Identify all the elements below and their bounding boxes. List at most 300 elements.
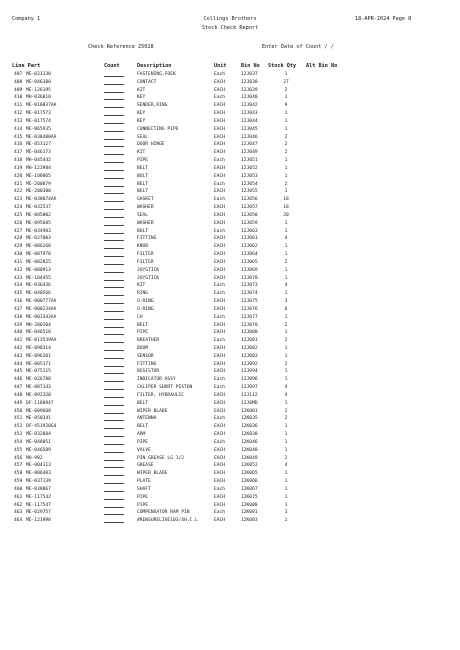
line-number: 430 [14,252,23,258]
part-number: ME-004113 [26,463,51,469]
unit: EACH [214,267,226,273]
line-number: 424 [14,205,23,211]
count-entry-field[interactable] [104,358,124,359]
bin-number: 12J073 [241,283,258,289]
count-entry-field[interactable] [104,178,124,179]
table-row [0,204,460,212]
part-number: ME-013539AA [26,338,57,344]
part-number: ME-000777AA [26,299,57,305]
count-entry-field[interactable] [104,467,124,468]
report-subtitle: Stock Check Report [201,25,259,31]
part-number: ME-200079 [26,181,51,187]
description: GASKET [137,197,154,203]
unit: Each [214,181,226,187]
count-entry-field[interactable] [104,428,124,429]
count-entry-field[interactable] [104,319,124,320]
unit: EACH [214,189,226,195]
bin-number: 12J064 [241,252,258,258]
table-row [0,165,460,173]
table-row [0,87,460,95]
stock-qty: 1 [284,439,288,445]
part-number: ME-027003 [26,236,51,242]
line-number: 443 [14,353,23,359]
unit: Each [214,291,226,297]
description: CONNECTING PIPE [137,126,179,132]
count-entry-field[interactable] [104,491,124,492]
line-number: 432 [14,267,23,273]
count-entry-field[interactable] [104,522,124,523]
table-row [0,282,460,290]
description: BELT [137,400,149,406]
unit: EACH [214,392,226,398]
description: PIPE [137,494,149,500]
table-row [0,361,460,369]
table-row [0,470,460,478]
table-row [0,353,460,361]
line-number: 423 [14,197,23,203]
count-entry-field[interactable] [104,162,124,163]
stock-qty: 1 [284,126,288,132]
part-number: ME-038480AA [26,134,57,140]
count-entry-field[interactable] [104,405,124,406]
stock-qty: 1 [284,118,288,124]
part-number: MH-280104 [26,322,51,328]
description: O-RING [137,306,154,312]
line-number: 460 [14,486,23,492]
bin-number: 12J056 [241,197,258,203]
table-row [0,94,460,102]
count-entry-field[interactable] [104,264,124,265]
line-number: 411 [14,103,23,109]
unit: EACH [214,252,226,258]
count-entry-field[interactable] [104,366,124,367]
count-entry-field[interactable] [104,170,124,171]
stock-qty: 2 [284,361,288,367]
table-row [0,79,460,87]
unit: EACH [214,447,226,453]
bin-number: 12J038 [241,79,258,85]
count-entry-field[interactable] [104,287,124,288]
stock-qty: 1 [284,479,288,485]
description: VALVE [137,447,151,453]
bin-number: 12J044 [241,118,258,124]
bin-number: 12J097 [241,385,258,391]
unit: EACH [214,134,226,140]
stock-qty: 2 [284,322,288,328]
line-number: 413 [14,118,23,124]
unit: Each [214,283,226,289]
line-number: 456 [14,455,23,461]
count-entry-field[interactable] [104,381,124,382]
count-entry-field[interactable] [104,84,124,85]
table-row [0,447,460,455]
part-number: ME-065935 [26,126,51,132]
count-entry-field[interactable] [104,507,124,508]
stock-qty: 4 [284,236,288,242]
description: SENSOR [137,353,154,359]
unit: EACH [214,322,226,328]
count-entry-field[interactable] [104,483,124,484]
part-number: MH-902 [26,455,43,461]
table-row [0,486,460,494]
stock-qty: 1 [284,111,288,117]
description: SENDER,RING [137,103,168,109]
stock-qty: 1 [284,95,288,101]
count-entry-field[interactable] [104,413,124,414]
part-number: ME-005371 [26,361,51,367]
description: #RENSURELIVE103/4H.C.L [137,518,198,524]
table-row [0,415,460,423]
stock-qty: 2 [284,338,288,344]
count-entry-field[interactable] [104,397,124,398]
description: KEY [137,118,146,124]
count-entry-field[interactable] [104,452,124,453]
table-row [0,314,460,322]
description: KNOB [137,244,149,250]
line-number: 427 [14,228,23,234]
count-entry-field[interactable] [104,334,124,335]
part-number: ME-095605 [26,220,51,226]
part-number: ME-046173 [26,150,51,156]
stock-table-body [0,71,460,525]
bin-number: 12J046 [241,134,258,140]
count-entry-field[interactable] [104,186,124,187]
count-entry-field[interactable] [104,514,124,515]
part-number: ME-036436 [26,283,51,289]
enter-date-of-count: Enter Date of Count / / [262,44,334,50]
count-entry-field[interactable] [104,460,124,461]
stock-qty: 1 [284,275,288,281]
bin-number: 12J061 [241,236,258,242]
stock-qty: 1 [284,353,288,359]
count-entry-field[interactable] [104,280,124,281]
count-entry-field[interactable] [104,76,124,77]
stock-qty: 1 [284,244,288,250]
description: FITTING [137,236,157,242]
stock-qty: 1 [284,424,288,430]
description: GREASE [137,463,154,469]
col-stock-qty: Stock Qty [268,63,297,69]
line-number: 421 [14,181,23,187]
table-row [0,431,460,439]
stock-qty: 2 [284,150,288,156]
count-entry-field[interactable] [104,193,124,194]
description: FILTER, HYDRAULIC [137,392,185,398]
description: CH [137,314,143,320]
count-entry-field[interactable] [104,475,124,476]
table-row [0,376,460,384]
description: ARM [137,432,146,438]
count-entry-field[interactable] [104,327,124,328]
count-entry-field[interactable] [104,444,124,445]
bin-number: 12J112 [241,392,258,398]
count-entry-field[interactable] [104,272,124,273]
stock-qty: 2 [284,455,288,461]
stock-qty: 1 [284,447,288,453]
count-entry-field[interactable] [104,92,124,93]
description: FILTER [137,252,154,258]
count-entry-field[interactable] [104,107,124,108]
line-number: 418 [14,158,23,164]
unit: EACH [214,299,226,305]
bin-number: 12K035 [241,416,258,422]
line-number: 431 [14,259,23,265]
bin-number: 12J081 [241,338,258,344]
unit: Each [214,385,226,391]
stock-qty: 1 [284,377,288,383]
stock-qty: 4 [284,392,288,398]
count-entry-field[interactable] [104,295,124,296]
stock-qty: 2 [284,181,288,187]
table-row [0,196,460,204]
line-number: 409 [14,87,23,93]
bin-number: 12J043 [241,111,258,117]
part-number: DF-451920G4 [26,424,57,430]
count-entry-field[interactable] [104,201,124,202]
bin-number: 12J059 [241,220,258,226]
table-row [0,408,460,416]
table-row [0,235,460,243]
bin-number: 12J042 [241,103,258,109]
stock-qty: 1 [284,400,288,406]
table-row [0,400,460,408]
table-row [0,149,460,157]
line-number: 414 [14,126,23,132]
description: KIT [137,150,146,156]
part-number: ME-046589 [26,447,51,453]
bin-number: 12K036 [241,424,258,430]
bin-number: 12J063 [241,228,258,234]
count-entry-field[interactable] [104,233,124,234]
count-entry-field[interactable] [104,303,124,304]
part-number: ME-053127 [26,142,51,148]
bin-number: 12K083 [241,518,258,524]
stock-qty: 3 [284,299,288,305]
unit: Each [214,377,226,383]
bin-number: 12K066 [241,479,258,485]
description: PIPE [137,330,149,336]
count-entry-field[interactable] [104,311,124,312]
stock-qty: 2 [284,134,288,140]
count-entry-field[interactable] [104,139,124,140]
line-number: 441 [14,338,23,344]
description: PIPE [137,502,149,508]
stock-qty: 1 [284,314,288,320]
bin-number: 12J8MD [241,400,258,406]
description: O-RING [137,299,154,305]
table-row [0,126,460,134]
unit: EACH [214,408,226,414]
count-entry-field[interactable] [104,225,124,226]
stock-qty: 1 [284,291,288,297]
table-row [0,118,460,126]
bin-number: 12K048 [241,447,258,453]
line-number: 420 [14,173,23,179]
description: BELT [137,181,149,187]
count-entry-field[interactable] [104,342,124,343]
part-number: ME-021130 [26,72,51,77]
table-row [0,110,460,118]
bin-number: 12J054 [241,181,258,187]
count-entry-field[interactable] [104,115,124,116]
table-row [0,275,460,283]
part-number: MH-036818 [26,95,51,101]
part-number: ME-038067 [26,486,51,492]
unit: EACH [214,275,226,281]
part-number: MH-123984 [26,165,51,171]
line-number: 408 [14,79,23,85]
description: BELT [137,424,149,430]
unit: EACH [214,259,226,265]
stock-qty: 4 [284,463,288,469]
unit: EACH [214,150,226,156]
description: FILTER [137,259,154,265]
count-entry-field[interactable] [104,389,124,390]
unit: EACH [214,353,226,359]
part-number: ME-082825 [26,259,51,265]
bin-number: 12J051 [241,158,258,164]
count-entry-field[interactable] [104,154,124,155]
part-number: ME-017574 [26,118,51,124]
part-number: ME-075115 [26,369,51,375]
line-number: 461 [14,494,23,500]
count-entry-field[interactable] [104,373,124,374]
stock-qty: 1 [284,345,288,351]
description: BELT [137,165,149,171]
unit: EACH [214,494,226,500]
count-entry-field[interactable] [104,217,124,218]
check-reference: Check Reference 25028 [88,44,154,50]
stock-qty: 1 [284,220,288,226]
table-row [0,494,460,502]
report-header [0,14,460,36]
unit: Each [214,439,226,445]
bin-number: 12J069 [241,267,258,273]
bin-number: 12J070 [241,275,258,281]
line-number: 447 [14,385,23,391]
part-number: ME-108865 [26,173,51,179]
unit: EACH [214,220,226,226]
bin-number: 12J049 [241,150,258,156]
bin-number: 12K049 [241,455,258,461]
line-number: 444 [14,361,23,367]
description: SEAL [137,212,149,218]
description: PIPE [137,439,149,445]
count-entry-field[interactable] [104,248,124,249]
bin-number: 12J080 [241,330,258,336]
part-number: ME-080913 [26,267,51,273]
stock-qty: 2 [284,142,288,148]
count-entry-field[interactable] [104,499,124,500]
count-entry-field[interactable] [104,123,124,124]
part-number: ME-037139 [26,479,51,485]
part-number: ME-006403 [26,471,51,477]
bin-number: 12J058 [241,212,258,218]
bin-number: 12J096 [241,377,258,383]
description: INDICATOR ASSY [137,377,176,383]
description: WASHER [137,205,154,211]
col-alt-bin-no: Alt Bin No [306,63,338,69]
count-entry-field[interactable] [104,256,124,257]
part-number: ME-000234AA [26,306,57,312]
count-entry-field[interactable] [104,99,124,100]
col-bin-no: Bin No [241,63,260,69]
part-number: ME-046518 [26,330,51,336]
bin-number: 12J077 [241,314,258,320]
part-number: ME-085002 [26,212,51,218]
line-number: 425 [14,212,23,218]
count-entry-field[interactable] [104,209,124,210]
unit: EACH [214,306,226,312]
table-row [0,345,460,353]
bin-number: 12J075 [241,299,258,305]
part-number: ME-086260 [26,244,51,250]
col-line-part: Line Part [12,63,41,69]
count-entry-field[interactable] [104,146,124,147]
part-number: ME-200380 [26,189,51,195]
table-row [0,517,460,525]
count-entry-field[interactable] [104,131,124,132]
part-number: ME-009600 [26,408,51,414]
part-number: ME-087978 [26,252,51,258]
table-row [0,509,460,517]
part-number: ME-104455 [26,275,51,281]
bin-number: 12J055 [241,189,258,195]
count-entry-field[interactable] [104,420,124,421]
description: RING [137,291,149,297]
unit: Each [214,158,226,164]
unit: Each [214,95,226,101]
count-entry-field[interactable] [104,240,124,241]
table-row [0,502,460,510]
description: JOYSTICK [137,267,160,273]
line-number: 458 [14,471,23,477]
bin-number: 12J062 [241,244,258,250]
stock-qty: 1 [284,267,288,273]
table-row [0,228,460,236]
part-number: ME-046380 [26,79,51,85]
line-number: 462 [14,502,23,508]
description: BELT [137,189,149,195]
part-number: ME-048051 [26,439,51,445]
description: BREATHER [137,338,160,344]
description: PIN GREASE LG 1/2 [137,455,185,461]
bin-number: 12J057 [241,205,258,211]
part-number: ME-117542 [26,494,51,500]
stock-qty: 2 [284,87,288,93]
part-number: ME-001343AA [26,314,57,320]
line-number: 438 [14,314,23,320]
table-row [0,251,460,259]
count-entry-field[interactable] [104,436,124,437]
bin-number: 12K065 [241,471,258,477]
part-number: ME-096201 [26,353,51,359]
col-description: Description [137,63,172,69]
table-row [0,220,460,228]
table-row [0,306,460,314]
unit: EACH [214,369,226,375]
unit: Each [214,314,226,320]
unit: EACH [214,400,226,406]
bin-number: 12J083 [241,353,258,359]
part-number: ME-032537 [26,205,51,211]
part-number: ME-121998 [26,518,51,524]
table-row [0,212,460,220]
bin-number: 12K038 [241,432,258,438]
description: DOOR HINGE [137,142,165,148]
unit: EACH [214,165,226,171]
count-entry-field[interactable] [104,350,124,351]
